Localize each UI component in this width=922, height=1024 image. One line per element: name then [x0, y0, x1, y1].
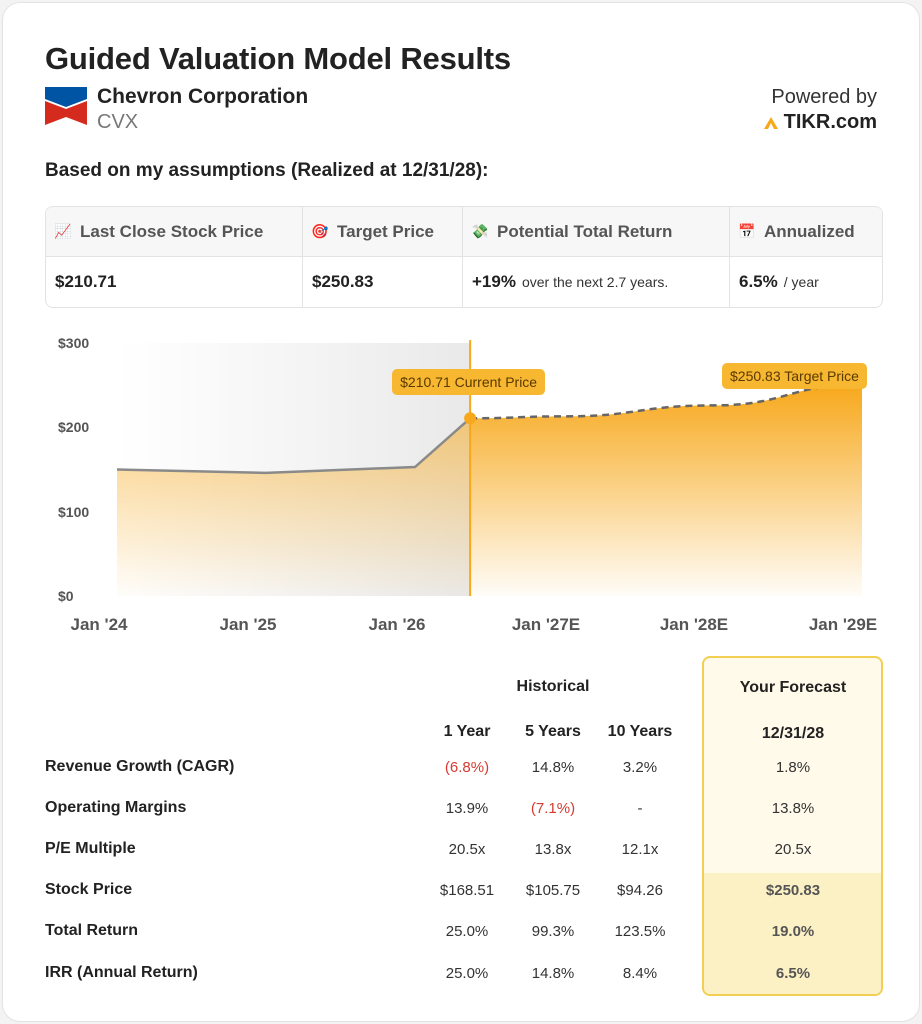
table-cell: 20.5x [448, 841, 486, 858]
column-header-5-years: 5 Years [525, 723, 581, 740]
table-cell: 25.0% [445, 923, 489, 940]
forecast-header: Your Forecast [739, 679, 847, 696]
table-cell: 3.2% [622, 759, 658, 776]
forecast-area [470, 384, 862, 596]
forecast-cell: 20.5x [774, 841, 812, 858]
x-tick-label: Jan '26 [368, 615, 426, 634]
metrics-table [3, 653, 922, 1023]
valuation-card [2, 2, 920, 1022]
column-header-10-years: 10 Years [607, 723, 673, 740]
chart-increasing-icon: 📈 [54, 223, 72, 239]
current-price-dot [464, 412, 476, 424]
table-cell: 99.3% [531, 923, 575, 940]
column-header-1-year: 1 Year [443, 723, 491, 740]
table-cell: $105.75 [525, 882, 581, 899]
annualized-value: 6.5% / year [739, 272, 819, 291]
table-cell: 13.9% [445, 800, 489, 817]
y-tick-label: $200 [58, 419, 90, 436]
summary-header-last-close: 📈 Last Close Stock Price [46, 207, 303, 257]
table-cell: - [637, 800, 643, 817]
forecast-cell: $250.83 [765, 882, 821, 899]
forecast-cell: 6.5% [775, 965, 811, 982]
forecast-cell: 13.8% [771, 800, 815, 817]
row-label: P/E Multiple [45, 840, 136, 857]
page-title: Guided Valuation Model Results [45, 41, 511, 76]
x-tick-label: Jan '24 [70, 615, 128, 634]
calendar-icon: 📅 [738, 223, 756, 239]
table-cell: $168.51 [439, 882, 495, 899]
table-cell: 14.8% [531, 965, 575, 982]
y-tick-label: $300 [58, 335, 90, 351]
forecast-column [702, 656, 883, 996]
assumptions-heading: Based on my assumptions (Realized at 12/31/28): [45, 160, 489, 181]
row-label: Revenue Growth (CAGR) [45, 758, 235, 775]
x-tick-label: Jan '27E [511, 615, 581, 634]
current-price-label: $210.71 Current Price [392, 369, 545, 395]
tikr-logo-icon [764, 117, 778, 129]
table-cell: 12.1x [621, 841, 659, 858]
historical-header: Historical [516, 678, 590, 695]
target-icon: 🎯 [311, 223, 329, 239]
table-cell: (6.8%) [444, 759, 490, 776]
tikr-brand[interactable] [764, 111, 877, 134]
x-tick-label: Jan '25 [219, 615, 277, 634]
table-cell: 8.4% [622, 965, 658, 982]
chevron-logo [45, 85, 87, 127]
row-label: Operating Margins [45, 799, 187, 816]
forecast-cell: 19.0% [771, 923, 815, 940]
table-cell: 25.0% [445, 965, 489, 982]
summary-table [45, 206, 883, 308]
row-label: Total Return [45, 922, 139, 939]
tikr-brand-label: TIKR.com [783, 111, 877, 133]
table-cell: (7.1%) [530, 800, 576, 817]
x-tick-label: Jan '29E [808, 615, 878, 634]
last-close-value: $210.71 [46, 257, 303, 307]
summary-header-annualized: 📅 Annualized [730, 207, 882, 257]
table-cell: 14.8% [531, 759, 575, 776]
table-cell: 123.5% [614, 923, 666, 940]
summary-header-total-return: 💸 Potential Total Return [463, 207, 730, 257]
row-label: IRR (Annual Return) [45, 964, 198, 981]
company-name: Chevron Corporation [97, 85, 309, 108]
table-cell: $94.26 [617, 882, 663, 899]
forecast-cell: 1.8% [775, 759, 811, 776]
target-price-label: $250.83 Target Price [722, 363, 867, 389]
summary-header-target: 🎯 Target Price [303, 207, 463, 257]
price-chart [3, 323, 922, 643]
forecast-date-header: 12/31/28 [761, 725, 825, 742]
table-cell: 13.8x [534, 841, 572, 858]
target-price-value: $250.83 [303, 257, 463, 307]
row-label: Stock Price [45, 881, 133, 898]
x-tick-label: Jan '28E [659, 615, 729, 634]
money-with-wings-icon: 💸 [471, 223, 489, 239]
ticker-symbol: CVX [97, 111, 139, 133]
y-tick-label: $100 [58, 503, 90, 520]
total-return-value: +19% over the next 2.7 years. [463, 257, 730, 307]
y-tick-label: $0 [58, 588, 74, 604]
powered-by-label: Powered by [771, 86, 877, 108]
